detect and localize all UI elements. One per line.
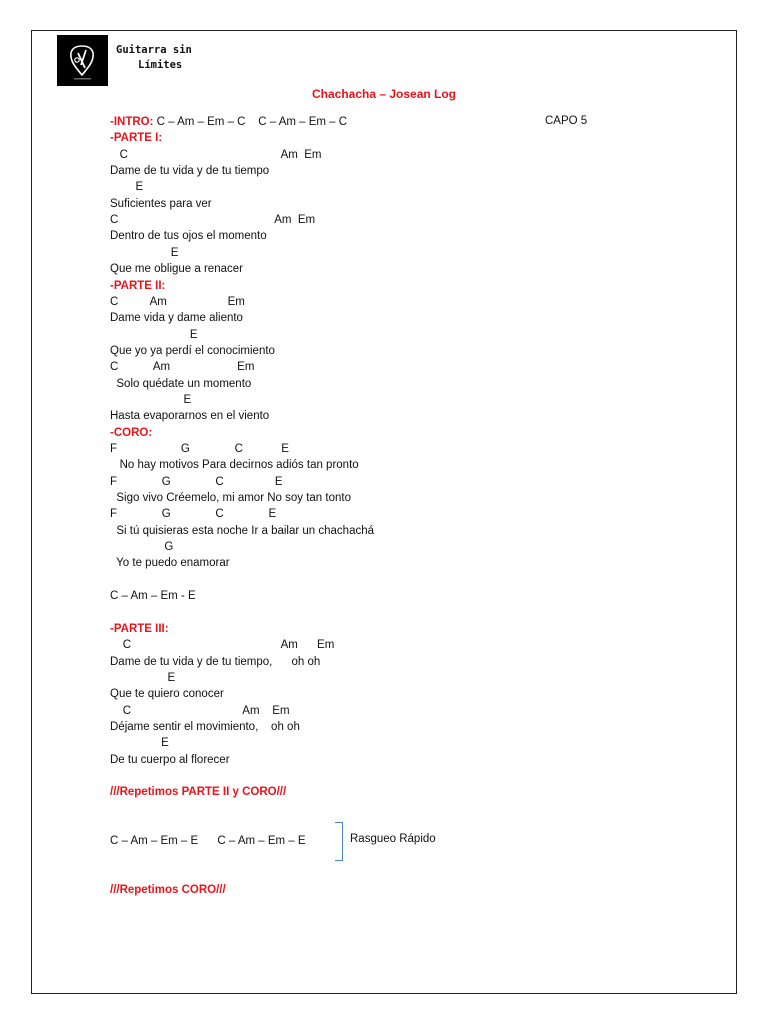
section-heading: -PARTE II: <box>110 279 166 292</box>
lyric-line: Dame de tu vida y de tu tiempo, oh oh <box>110 655 321 668</box>
lyric-line: C – Am – Em – E C – Am – Em – E <box>110 835 306 848</box>
lyric-line: Que me obligue a renacer <box>110 263 243 276</box>
song-title-text: Chachacha – Josean Log <box>311 87 457 101</box>
lyric-line: E <box>110 671 176 684</box>
section-heading: -CORO: <box>110 426 153 439</box>
lyric-line: C Am Em <box>110 295 245 308</box>
lyric-line: E <box>110 737 169 750</box>
brand-line-1: Guitarra sin <box>116 44 192 56</box>
lyric-line: C – Am – Em - E <box>110 590 196 603</box>
section-heading: -PARTE III: <box>110 622 169 635</box>
lyric-line: F G C E <box>110 475 283 488</box>
lyric-line: Déjame sentir el movimiento, oh oh <box>110 720 300 733</box>
lyric-line: E <box>110 393 192 406</box>
guitar-pick-logo <box>57 35 108 86</box>
section-heading: ///Repetimos CORO/// <box>110 884 226 897</box>
section-heading: ///Repetimos PARTE II y CORO/// <box>110 786 287 799</box>
lyric-line: Si tú quisieras esta noche Ir a bailar un chachachá <box>110 524 375 537</box>
lyric-line: E <box>110 181 144 194</box>
song-title <box>0 87 768 101</box>
lyric-line: Suficientes para ver <box>110 197 212 210</box>
lyric-line: Dame de tu vida y de tu tiempo <box>110 165 270 178</box>
lyric-line: Dentro de tus ojos el momento <box>110 230 267 243</box>
lyric-line: E <box>110 246 179 259</box>
lyric-line: C Am Em <box>110 214 316 227</box>
lyric-line: E <box>110 328 198 341</box>
lyric-line: F G C E <box>110 508 277 521</box>
lyric-line: G <box>110 541 174 554</box>
lyric-line: Sigo vivo Créemelo, mi amor No soy tan tonto <box>110 492 351 505</box>
lyric-line: Que te quiero conocer <box>110 688 224 701</box>
capo-label: CAPO 5 <box>545 115 588 127</box>
bracket-mark <box>335 822 343 861</box>
lyric-line: Dame vida y dame aliento <box>110 312 243 325</box>
lyric-line: De tu cuerpo al florecer <box>110 753 230 766</box>
lyric-line: Yo te puedo enamorar <box>110 557 230 570</box>
lyric-line: Solo quédate un momento <box>110 377 252 390</box>
intro-label: -INTRO: <box>110 116 154 128</box>
rasgueo-note: Rasgueo Rápido <box>350 833 436 845</box>
lyric-line: No hay motivos Para decirnos adiós tan pronto <box>110 459 359 472</box>
brand-line-2: Límites <box>138 59 183 71</box>
intro-chords: C – Am – Em – C C – Am – Em – C <box>153 116 348 128</box>
lyric-line: C Am Em <box>110 639 335 652</box>
lyric-line: Hasta evaporarnos en el viento <box>110 410 270 423</box>
section-heading: -PARTE I: <box>110 132 163 145</box>
lyric-line: Que yo ya perdí el conocimiento <box>110 344 275 357</box>
brand-name <box>116 43 192 73</box>
lyric-line: C Am Em <box>110 704 290 717</box>
lyric-line: C Am Em <box>110 148 322 161</box>
intro-line <box>110 115 347 129</box>
lyric-line: F G C E <box>110 443 289 455</box>
lyric-line: C Am Em <box>110 361 255 374</box>
